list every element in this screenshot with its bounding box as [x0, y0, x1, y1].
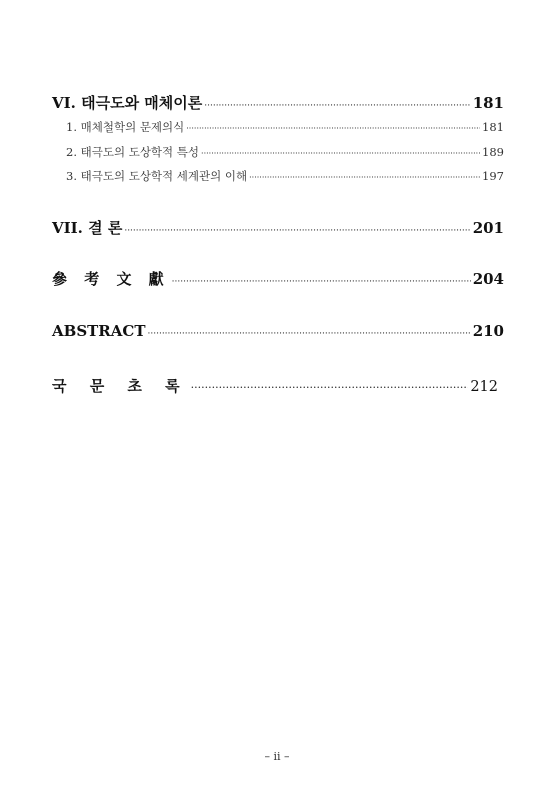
- toc-entry-label: 參 考 文 獻: [52, 270, 170, 288]
- toc-page-number: 197: [482, 169, 504, 183]
- dot-leader: [201, 149, 480, 158]
- dot-leader: [191, 381, 469, 394]
- toc-page-number: 212: [470, 379, 498, 395]
- toc-entry-section-6-1[interactable]: [66, 119, 504, 135]
- toc-entry-chapter-7[interactable]: [52, 217, 504, 238]
- toc-entry-label: 국 문 초 록: [52, 377, 189, 395]
- toc-page-number: 204: [472, 270, 504, 288]
- dot-leader: [249, 173, 480, 182]
- dot-leader: [186, 124, 480, 133]
- toc-page-number: 201: [472, 219, 504, 237]
- toc-entry-label: ABSTRACT: [52, 322, 146, 340]
- dot-leader: [172, 277, 471, 287]
- toc-entry-chapter-6[interactable]: [52, 92, 504, 113]
- toc-page-number: 181: [482, 120, 504, 134]
- dot-leader: [204, 101, 470, 111]
- toc-entry-korean-abstract[interactable]: [52, 375, 498, 396]
- toc-entry-label: VI. 태극도와 매체이론: [52, 94, 203, 112]
- toc-page-number: 181: [472, 94, 504, 112]
- toc-entry-abstract[interactable]: [52, 322, 504, 340]
- toc-entry-references[interactable]: [52, 268, 504, 289]
- toc-page-number: 189: [482, 145, 504, 159]
- toc-entry-label: VII. 결 론: [52, 219, 123, 237]
- toc-entry-label: 3. 태극도의 도상학적 세계관의 이해: [66, 169, 248, 183]
- toc-entry-section-6-2[interactable]: [66, 144, 504, 160]
- toc-page-number: 210: [472, 322, 504, 340]
- toc-entry-label: 1. 매체철학의 문제의식: [66, 120, 185, 134]
- dot-leader: [124, 226, 470, 236]
- toc-entry-label: 2. 태극도의 도상학적 특성: [66, 145, 200, 159]
- page-footer-number: – ii –: [264, 750, 290, 763]
- toc-entry-section-6-3[interactable]: [66, 168, 504, 184]
- dot-leader: [148, 329, 471, 339]
